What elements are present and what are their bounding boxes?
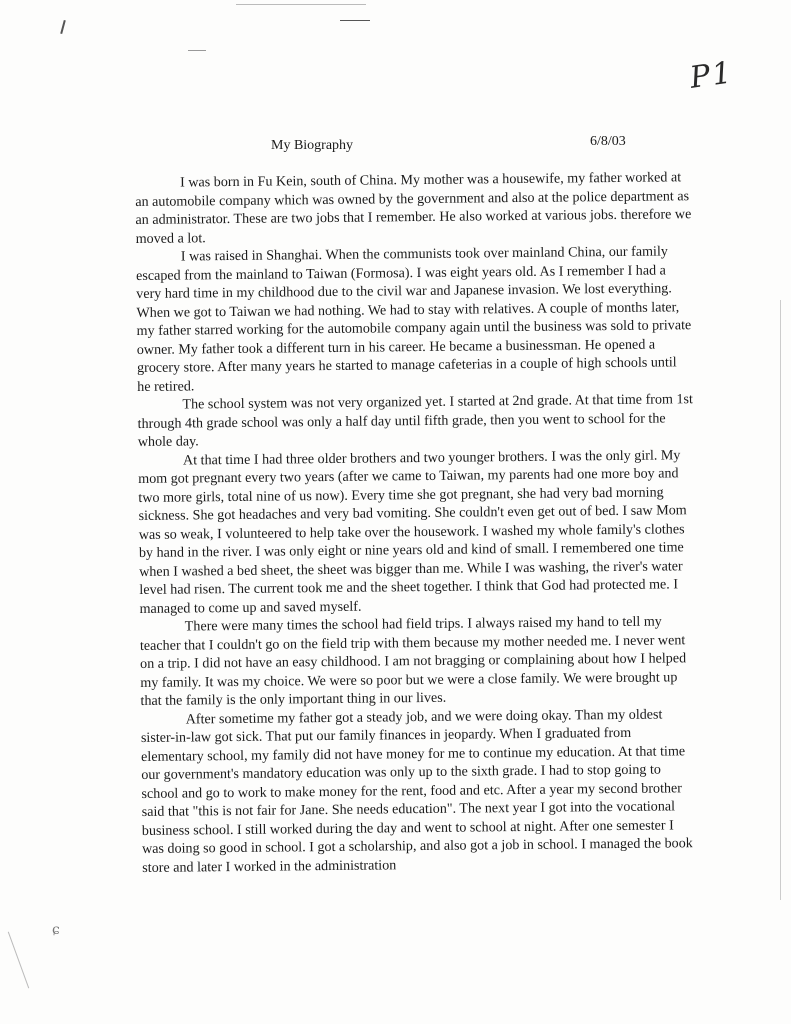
page-number-handwritten: P1 (687, 55, 736, 96)
paragraph: I was born in Fu Kein, south of China. My mother was a housewife, my father worked at an automobile company which was owned by the government and also at the police department as an administrator. These are two jobs that I remember. He also worked at various jobs. therefore we moved a lot. (135, 169, 692, 247)
scan-mark (236, 4, 366, 5)
scan-mark (780, 300, 781, 900)
scan-mark (188, 50, 206, 51)
stray-mark: ɕ (52, 922, 60, 938)
document-body (135, 168, 698, 877)
paragraph: The school system was not very organized yet. I started at 2nd grade. At that time from 1st through 4th grade school was only a half day until fifth grade, then you went to school for the whole day. (137, 391, 693, 450)
paragraph: At that time I had three older brothers and two younger brothers. I was the only girl. My mom got pregnant every two years (after we came to Taiwan, my parents had one more boy and two more girls, total nine of us now). Every time she got pregnant, she had very bad morning sickness. She got headaches and very bad vomiting. She couldn't even get out of bed. I saw Mom was so weak, I volunteered to help take over the housework. I washed my whole family's clothes by hand in the river. I was only eight or nine years old and kind of small. I remembered one time when I washed a bed sheet, the sheet was bigger than me. While I was washing, the river's water level had risen. The current took me and the sheet together. I think that God had protected me. I managed to come up and saved myself. (138, 446, 687, 617)
document-header (0, 134, 791, 158)
paragraph: After sometime my father got a steady job, and we were doing okay. Than my oldest sister-in-law got sick. That put our family finances in jeopardy. When I graduated from elementary school, my family did not have money for me to continue my education. At that time our government's mandatory education was only up to the sixth grade. I had to stop going to school and go to work to make money for the rent, food and etc. After a year my second brother said that "this is not fair for Jane. She needs education". The next year I got into the vocational business school. I still worked during the day and went to school at night. After one semester I was doing so good in school. I got a scholarship, and also got a job in school. I managed the book store and later I worked in the administration (140, 706, 693, 876)
document-date: 6/8/03 (590, 134, 626, 149)
paragraph: I was raised in Shanghai. When the communists took over mainland China, our family escaped from the mainland to Taiwan (Formosa). I was eight years old. As I remember I had a very hard time in my childhood due to the civil war and Japanese invasion. We lost everything. When we got to Taiwan we had nothing. We had to stay with relatives. A couple of months later, my father starred working for the automobile company again until the business was sold to private owner. My father took a different turn in his career. He became a businessman. He opened a grocery store. After many years he started to manage cafeterias in a couple of high schools until he retired. (135, 243, 692, 395)
document-title: My Biography (271, 138, 354, 153)
scan-mark (340, 20, 370, 21)
scan-mark (60, 20, 66, 34)
paragraph: There were many times the school had field trips. I always raised my hand to tell my teacher that I couldn't go on the field trip with them because my mother needed me. I never went on a trip. I did not have an easy childhood. I am not bragging or complaining about how I helped my family. It was my choice. We were so poor but we were a close family. We were brought up that the family is the only important thing in our lives. (139, 613, 687, 709)
scan-mark (8, 932, 29, 989)
